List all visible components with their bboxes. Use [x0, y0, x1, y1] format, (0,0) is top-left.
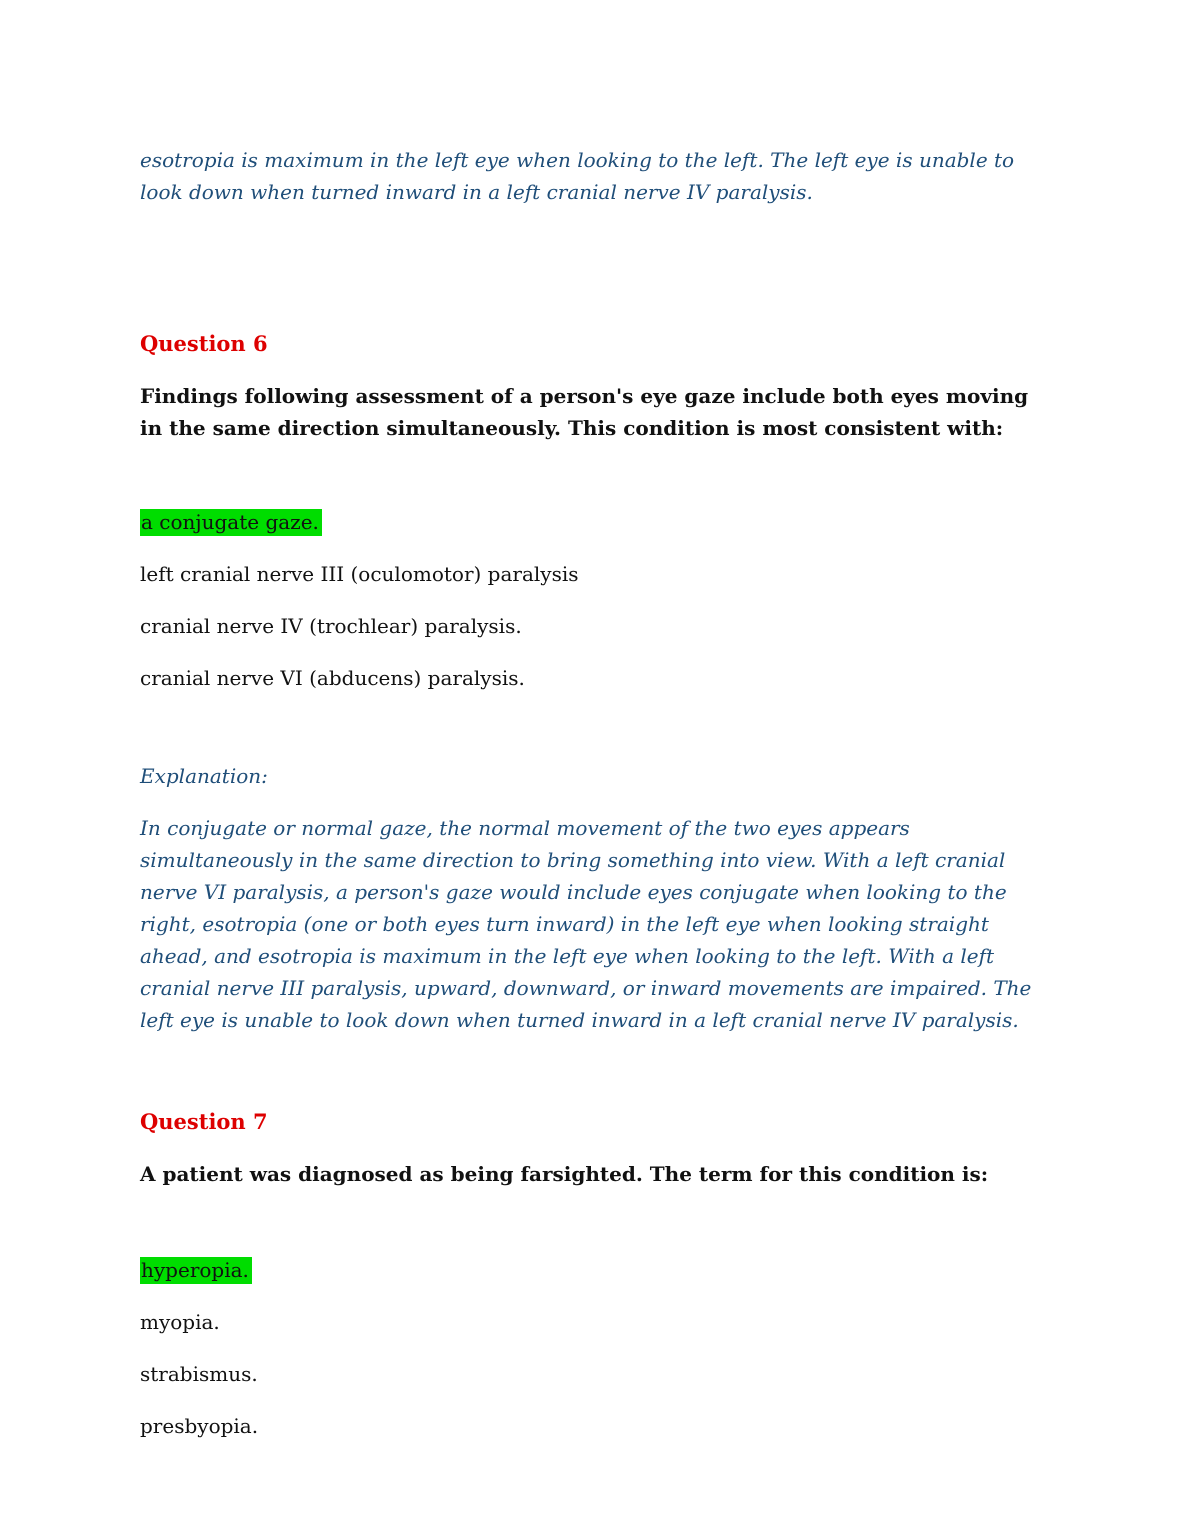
- answer-option: strabismus.: [140, 1362, 258, 1386]
- question-7-prompt: A patient was diagnosed as being farsighted. The term for this condition is:: [140, 1162, 989, 1186]
- explanation-label: Explanation:: [140, 764, 268, 788]
- intro-paragraph-fragment: esotropia is maximum in the left eye when looking to the left. The left eye is unable to look down when turned inward in a left cranial nerve IV paralysis.: [140, 148, 1015, 204]
- question-6-heading: Question 6: [140, 331, 268, 356]
- answer-option-highlighted: [140, 506, 1048, 538]
- highlighted-answer-text: hyperopia.: [140, 1257, 252, 1284]
- highlighted-answer-text: a conjugate gaze.: [140, 509, 322, 536]
- question-6-prompt: Findings following assessment of a person's eye gaze include both eyes moving in the same direction simultaneously. This condition is most consistent with:: [140, 384, 1029, 440]
- question-7-heading: Question 7: [140, 1109, 268, 1134]
- question-6-section: [140, 328, 1048, 1036]
- question-7-section: [140, 1106, 1048, 1442]
- question-6-options: [140, 506, 1048, 694]
- answer-option: cranial nerve VI (abducens) paralysis.: [140, 666, 525, 690]
- answer-option: cranial nerve IV (trochlear) paralysis.: [140, 614, 522, 638]
- answer-option-highlighted: [140, 1254, 1048, 1286]
- explanation-text: In conjugate or normal gaze, the normal movement of the two eyes appears simultaneously in the same direction to bring something into view. With a left cranial nerve VI paralysis, a person's gaze would include eyes conjugate when looking to the right, esotropia (one or both eyes turn inward) in the left eye when looking straight ahead, and esotropia is maximum in the left eye when looking to the left. With a left cranial nerve III paralysis, upward, downward, or inward movements are impaired. The left eye is unable to look down when turned inward in a left cranial nerve IV paralysis.: [140, 816, 1032, 1032]
- answer-option: left cranial nerve III (oculomotor) paralysis: [140, 562, 579, 586]
- question-7-options: [140, 1254, 1048, 1442]
- answer-option: myopia.: [140, 1310, 220, 1334]
- answer-option-partially-visible: presbyopia.: [140, 1414, 259, 1438]
